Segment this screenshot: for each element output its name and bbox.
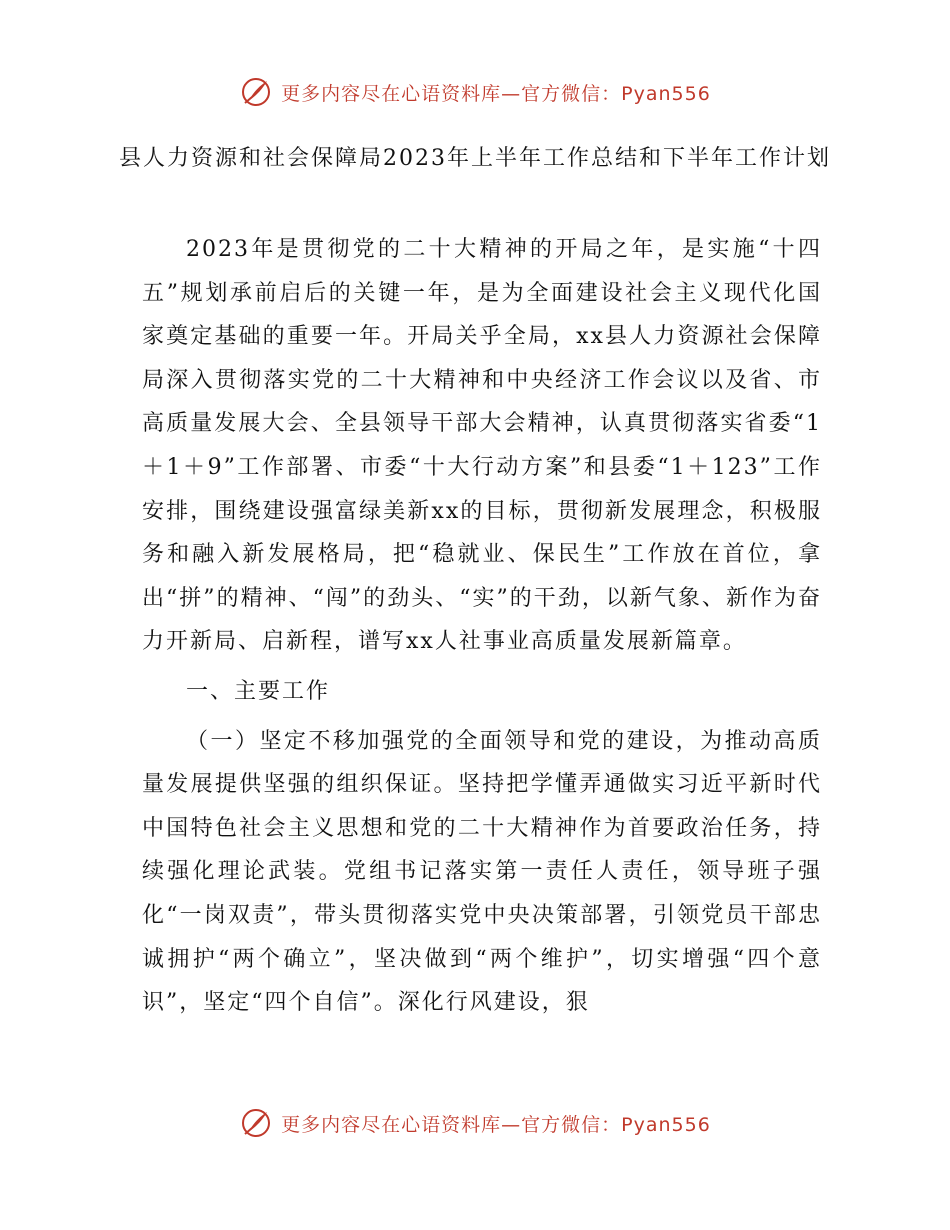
feather-pen-logo-icon	[239, 75, 273, 109]
intro-paragraph: 2023年是贯彻党的二十大精神的开局之年，是实施“十四五”规划承前启后的关键一年，是为全面建设社会主义现代化国家奠定基础的重要一年。开局关乎全局，xx县人力资源社会保障局深入贯彻落实党的二十大精神和中央经济工作会议以及省、市高质量发展大会、全县领导干部大会精神，认真贯彻落实省委“1＋1＋9”工作部署、市委“十大行动方案”和县委“1＋123”工作安排，围绕建设强富绿美新xx的目标，贯彻新发展理念，积极服务和融入新发展格局，把“稳就业、保民生”工作放在首位，拿出“拼”的精神、“闯”的劲头、“实”的干劲，以新气象、新作为奋力开新局、启新程，谱写xx人社事业高质量发展新篇章。	[142, 237, 822, 655]
footer-watermark-banner	[0, 1103, 950, 1143]
watermark-text: 更多内容尽在心语资料库—官方微信：Pyan556	[281, 1113, 711, 1136]
header-watermark-banner	[0, 72, 950, 112]
watermark-text: 更多内容尽在心语资料库—官方微信：Pyan556	[281, 82, 711, 105]
document-body	[142, 228, 822, 1025]
feather-pen-logo-icon	[239, 1106, 273, 1140]
document-title: 县人力资源和社会保障局2023年上半年工作总结和下半年工作计划	[119, 146, 831, 171]
section-paragraph: （一）坚定不移加强党的全面领导和党的建设，为推动高质量发展提供坚强的组织保证。坚持把学懂弄通做实习近平新时代中国特色社会主义思想和党的二十大精神作为首要政治任务，持续强化理论武装。党组书记落实第一责任人责任，领导班子强化“一岗双责”，带头贯彻落实党中央决策部署，引领党员干部忠诚拥护“两个确立”，坚决做到“两个维护”，切实增强“四个意识”，坚定“四个自信”。深化行风建设，狠	[142, 728, 822, 1016]
section-heading: 一、主要工作	[186, 678, 331, 704]
